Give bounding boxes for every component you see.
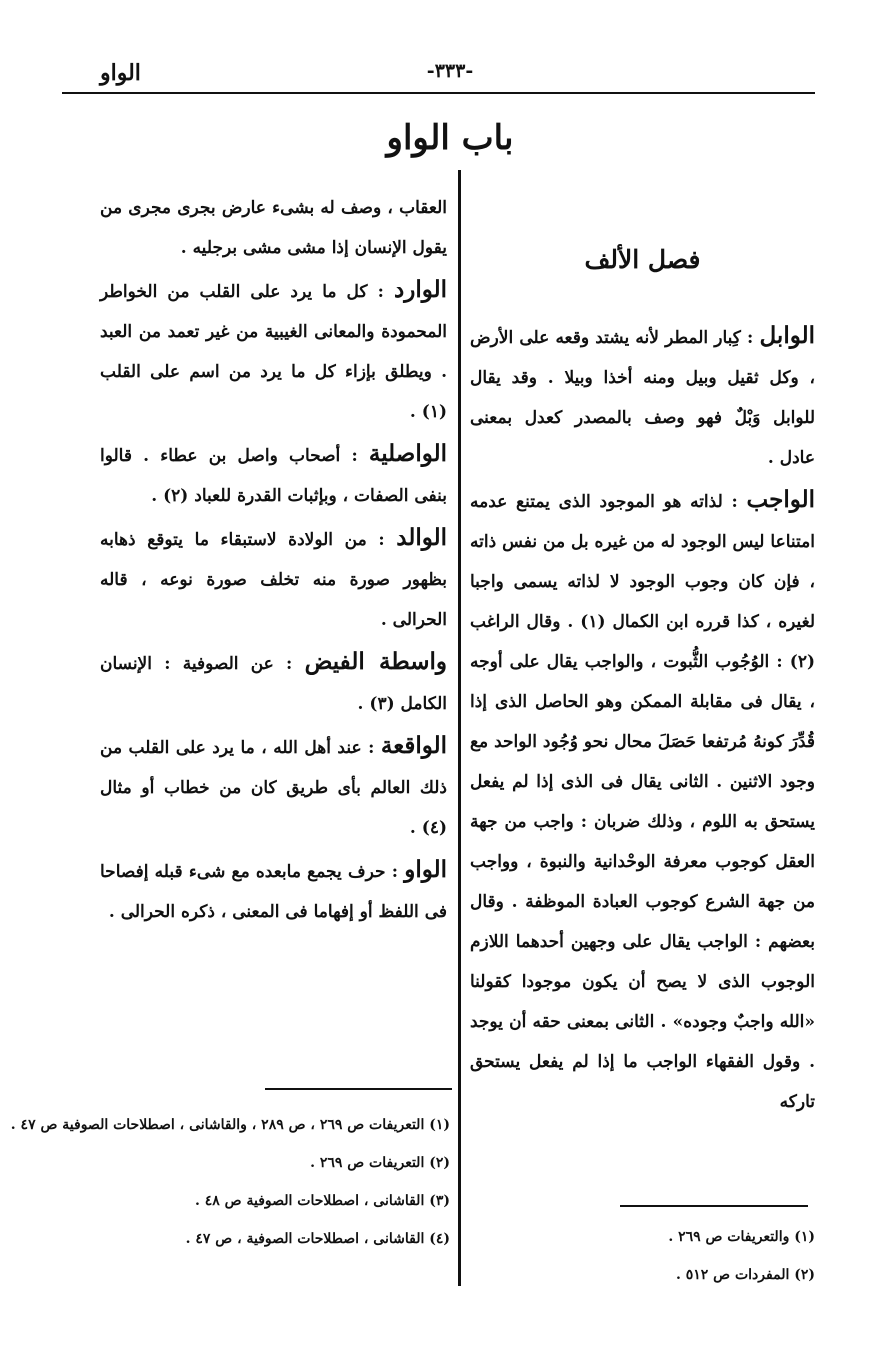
- entry-definition: : كِبار المطر لأنه يشتد وقعه على الأرض ، وكل ثقيل وبيل ومنه أخذا وبيلا . وقد يقال للوابل وَبْلٌ فهو وصف بالمصدر كعدل بمعنى عادل .: [470, 328, 815, 468]
- running-header: الواو: [100, 60, 141, 86]
- entry-definition: : عند أهل الله ، ما يرد على القلب من ذلك العالم بأى طريق كان من خطاب أو مثال (٤) .: [100, 738, 447, 838]
- continuation-text: العقاب ، وصف له بشىء عارض بجرى مجرى من يقول الإنسان إذا مشى مشى برجليه .: [100, 198, 447, 258]
- footnote: (١) التعريفات ص ٢٦٩ ، ص ٢٨٩ ، والقاشانى ، اصطلاحات الصوفية ص ٤٧ .: [10, 1117, 450, 1133]
- column-divider: [458, 170, 461, 1286]
- page-number: -٣٣٣-: [426, 60, 474, 82]
- entry-definition: : من الولادة لاستبقاء ما يتوقع ذهابه بظهور صورة منه تخلف صورة نوعه ، قاله الحرالى .: [100, 530, 447, 630]
- dictionary-entry: [100, 850, 447, 932]
- chapter-title: باب الواو: [386, 118, 514, 158]
- footnotes-left: [10, 1106, 450, 1258]
- footnote-rule: [265, 1088, 452, 1090]
- footnote: (٢) المفردات ص ٥١٢ .: [676, 1267, 815, 1283]
- entry-term: الواجب: [746, 486, 816, 513]
- footnotes-right: [470, 1218, 815, 1294]
- footnote: (٤) القاشانى ، اصطلاحات الصوفية ، ص ٤٧ .: [185, 1231, 450, 1247]
- dictionary-entry: [100, 518, 447, 640]
- entry-term: الوالد: [396, 524, 448, 551]
- entry-term: الوارد: [393, 276, 448, 303]
- entry-term: الواو: [404, 856, 447, 883]
- footnote-rule: [620, 1205, 808, 1207]
- left-column: [100, 188, 447, 934]
- footnote: (١) والتعريفات ص ٢٦٩ .: [668, 1229, 815, 1245]
- dictionary-entry: [100, 270, 447, 432]
- entry-term: الواصلية: [368, 440, 447, 467]
- entry-definition: : أصحاب واصل بن عطاء . قالوا بنفى الصفات ، وبإثبات القدرة للعباد (٢) .: [100, 446, 447, 506]
- entry-definition: : لذاته هو الموجود الذى يمتنع عدمه امتناعا ليس الوجود له من غيره بل من نفس ذاته ، فإن كان وجوب الوجود لا لذاته يسمى واجبا لغيره ، كذا قرره ابن الكمال (١) . وقال الراغب (٢) : الوُجُوب الثُّبوت ، والواجب يقال على أوجه ، يقال فى مقابلة الممكن وهو الحاصل الذى إذا قُدِّرَ كونهُ مُرتفعا حَصَلَ محال نحو وُجُود الواحد مع وجود الاثنين . الثانى يقال فى الذى إذا لم يفعل يستحق به اللوم ، وذلك ضربان : واجب من جهة العقل كوجوب معرفة الوحْدانية والنبوة ، وواجب من جهة الشرع كوجوب العبادة الموظفة . وقال بعضهم : الواجب يقال على وجهين أحدهما اللازم الوجوب الذى لا يصح أن يكون موجودا كقولنا «الله واجبٌ وجوده» . الثانى بمعنى حقه أن يوجد . وقول الفقهاء الواجب ما إذا لم يفعل يستحق تاركه: [470, 492, 815, 1112]
- entry-term: الوابل: [759, 322, 816, 349]
- dictionary-entry: [100, 726, 447, 848]
- dictionary-entry: [470, 480, 815, 1122]
- entry-term: الواقعة: [380, 732, 447, 759]
- dictionary-entry: [100, 642, 447, 724]
- right-column: [470, 240, 815, 1124]
- entry-definition: : عن الصوفية : الإنسان الكامل (٣) .: [100, 654, 447, 714]
- footnote: (٢) التعريفات ص ٢٦٩ .: [310, 1155, 450, 1171]
- entry-definition: : كل ما يرد على القلب من الخواطر المحمودة والمعانى الغيبية من غير تعمد من العبد . ويطلق بإزاء كل ما يرد من اسم على القلب (١) .: [100, 282, 447, 422]
- header-rule: [62, 92, 815, 94]
- footnote: (٣) القاشانى ، اصطلاحات الصوفية ص ٤٨ .: [195, 1193, 450, 1209]
- dictionary-entry: [470, 316, 815, 478]
- entry-definition: : حرف يجمع مابعده مع شىء قبله إفصاحا فى اللفظ أو إفهاما فى المعنى ، ذكره الحرالى .: [100, 862, 447, 922]
- section-title: فصل الألف: [584, 245, 701, 274]
- dictionary-entry: [100, 434, 447, 516]
- entry-term: واسطة الفيض: [304, 648, 447, 675]
